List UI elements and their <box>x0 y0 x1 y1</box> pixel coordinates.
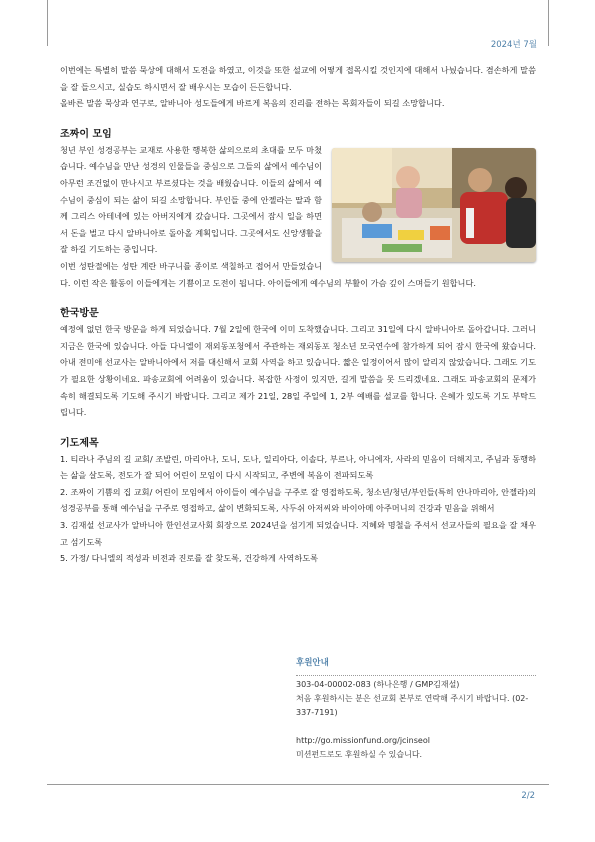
photo-illustration <box>332 148 536 262</box>
sponsor-contact-note: 처음 후원하시는 분은 선교회 본부로 연락해 주시기 바랍니다. (02-337-7191) <box>296 694 529 717</box>
sponsor-title: 후원안내 <box>296 658 329 668</box>
newsletter-content <box>60 62 536 567</box>
page-number: 2/2 <box>521 791 535 801</box>
header-date: 2024년 7월 <box>490 40 537 50</box>
children-crafting-photo <box>332 148 536 262</box>
page-border-right <box>548 0 549 46</box>
intro-paragraph-2: 올바른 말씀 묵상과 연구로, 알바니아 성도들에게 바르게 복음의 진리를 전하는 목회자들이 되길 소망합니다. <box>60 98 445 109</box>
sponsor-divider <box>296 675 536 676</box>
page-border-bottom <box>47 784 549 785</box>
sponsor-fund-note: 미션펀드로도 후원하실 수 있습니다. <box>296 750 423 759</box>
prayer-item-3: 3. 김재설 선교사가 알바니아 한인선교사회 회장으로 2024년을 섬기게 되었습니다. 지혜와 명철을 주셔서 선교사들의 필요을 잘 채우고 섬기도록 <box>60 520 536 547</box>
intro-paragraph-1: 이번에는 특별히 말씀 묵상에 대해서 도전을 하였고, 이것을 또한 설교에 어떻게 접목시킬 것인지에 대해서 나눴습니다. 겸손하게 말씀을 잘 들으시고, 실습도 하시면서 잘 배우시는 모습이 든든합니다. <box>60 65 536 92</box>
section-title-prayer: 기도제목 <box>60 437 99 449</box>
prayer-item-2: 2. 조짜이 기쁨의 집 교회/ 어린이 모임에서 아이들이 예수님을 구주로 잘 영접하도록, 청소년/청년/부인들(특히 안나마리아, 안젤라)의 성경공부를 통해 예수님을 구주로 영접하고, 삶이 변화되도록, 사두쉬 아저씨와 바이아메 아주머니의 건강과 믿음을 위해서 <box>60 486 536 514</box>
sponsor-info <box>296 656 536 762</box>
youth-paragraph: 청년 부인 성경공부는 교재로 사용한 행복한 삶의으로의 초대를 모두 마쳤습니다. 예수님을 만난 성경의 인물들을 중심으로 그들의 삶에서 예수님이 아무런 조건없이 만나시고 부르셨다는 것을 배웠습니다. 이들의 삶에서 예수님이 중심이 되는 삶이 되길 소망합니다. 부인들 중에 안젤라는 딸과 함께 그리스 아테네에 있는 아버지에게 갔습니다. 그곳에서 잠시 일을 하면서 돈을 벌고 다시 알바니아로 돌아올 계획입니다. 그곳에서도 신앙생활을 잘 하길 기도하는 중입니다. <box>60 144 322 255</box>
section-title-korea: 한국방문 <box>60 308 99 320</box>
youth-paragraph-2: 이번 성탄절에는 성탄 계란 바구니를 종이로 색칠하고 접어서 만들었습니다. 이런 작은 활동이 이들에게는 기쁨이고 도전이 됩니다. 아이들에게 예수님의 부활이 가슴 깊이 스며들기 원합니다. <box>60 260 476 288</box>
korea-paragraph: 예정에 없던 한국 방문을 하게 되었습니다. 7월 2일에 한국에 이미 도착했습니다. 그리고 31일에 다시 알바니아로 돌아갑니다. 그러니 지금은 한국에 있습니다. 아들 다니엘이 재외동포청에서 주관하는 재외동포 청소년 모국연수에 참가하게 되어 잠시 한국에 왔습니다. 아내 전미애 선교사는 알바니아에서 저를 대신해서 교회 사역을 하고 있습니다. 짧은 일정이어서 많이 알리지 않았습니다. 그래도 기도가 필요한 상황이네요. 파송교회에 어려움이 있습니다. 복잡한 사정이 있지만, 길게 말씀을 못 드리겠네요. 그래도 파송교회의 문제가 속히 해결되도록 기도해 주시기 바랍니다. 그리고 제가 21일, 28일 주일에 1, 2부 예배를 설교를 합니다. 은혜가 있도록 기도 부탁드립니다. <box>60 324 536 418</box>
page-border-left <box>47 0 48 46</box>
sponsor-url-link[interactable]: http://go.missionfund.org/jcinseol <box>296 736 430 745</box>
prayer-item-1: 1. 티라나 주님의 길 교회/ 조발린, 마리아나, 도니, 도나, 일리아다, 이솔다, 부르나, 아니에자, 사라의 믿음이 더해지고, 주님과 동행하는 삶을 살도록, 전도가 잘 되어 어린이 모임이 다시 시작되고, 주변에 복음이 전파되도록 <box>60 453 536 481</box>
sponsor-account: 303-04-00002-083 (하나은행 / GMP김재설) <box>296 680 460 689</box>
section-title-youth: 조짜이 모임 <box>60 128 112 140</box>
prayer-item-5: 5. 가정/ 다니엘의 적성과 비전과 진로를 잘 찾도록, 건강하게 사역하도록 <box>60 553 319 564</box>
